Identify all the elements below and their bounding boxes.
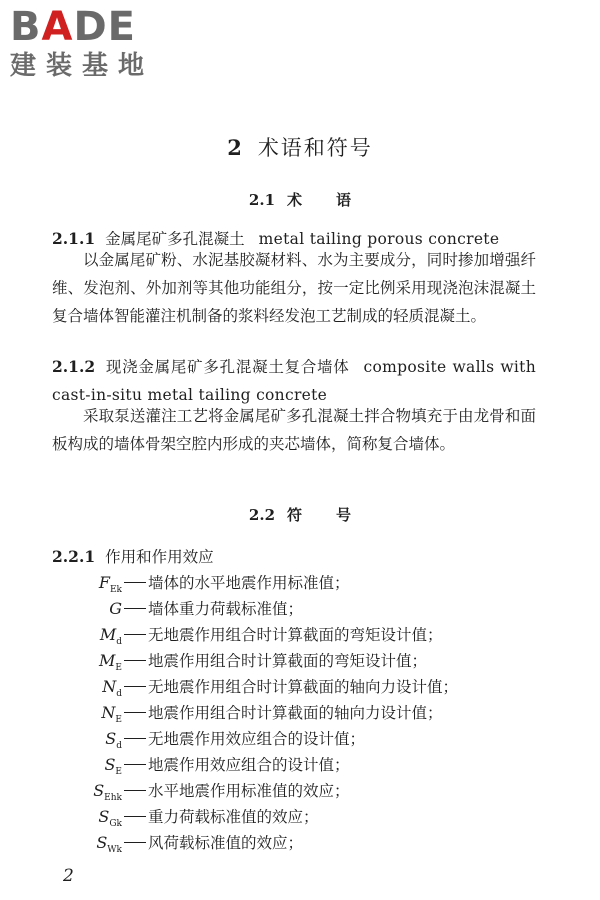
symbol: $M_E$ xyxy=(99,651,122,674)
symbol-row xyxy=(52,571,542,597)
chapter-title-text: 术语和符号 xyxy=(257,136,373,160)
symbol-row xyxy=(52,727,542,753)
symbol-definition: 水平地震作用标准值的效应； xyxy=(148,782,350,800)
clause-2-1-1-body: 以金属尾矿粉、水泥基胶凝材料、水为主要成分，同时掺加增强纤维、发泡剂、外加剂等其他功能组分，按一定比例采用现浇泡沫混凝土复合墙体智能灌注机制备的浆料经发泡工艺制成的轻质混凝土。 xyxy=(52,251,536,325)
symbol: $S_{Ehk}$ xyxy=(93,781,122,804)
em-dash xyxy=(124,764,146,765)
symbol-row xyxy=(52,623,542,649)
symbol: $S_{Wk}$ xyxy=(96,833,122,856)
symbol-row xyxy=(52,701,542,727)
chapter-number: 2 xyxy=(227,135,244,160)
symbol: $S_{Gk}$ xyxy=(98,807,122,830)
em-dash xyxy=(124,790,146,791)
symbol-list xyxy=(52,543,542,857)
bade-logo xyxy=(10,4,180,82)
symbol-row xyxy=(52,805,542,831)
em-dash xyxy=(124,582,146,583)
symbol: $S_E$ xyxy=(104,755,122,778)
symbol: $F_{Ek}$ xyxy=(98,573,122,596)
em-dash xyxy=(124,842,146,843)
symbol: $M_d$ xyxy=(99,625,122,648)
symbol-definition: 墙体重力荷载标准值； xyxy=(148,600,304,618)
clause-2-2-1-heading: 2.2.1 作用和作用效应 xyxy=(52,547,214,566)
symbol-row xyxy=(52,675,542,701)
section-title-symbols: 2.2 符 号 xyxy=(248,506,352,524)
section-title-terms: 2.1 术 语 xyxy=(248,191,352,209)
symbol: G xyxy=(109,599,122,618)
em-dash xyxy=(124,686,146,687)
clause-2-1-2-body: 采取泵送灌注工艺将金属尾矿多孔混凝土拌合物填充于由龙骨和面板构成的墙体骨架空腔内形成的夹芯墙体，简称复合墙体。 xyxy=(52,407,536,453)
symbol-row xyxy=(52,649,542,675)
em-dash xyxy=(124,738,146,739)
symbol: $N_d$ xyxy=(102,677,122,700)
symbol: $N_E$ xyxy=(101,703,122,726)
symbol-definition: 无地震作用组合时计算截面的弯矩设计值； xyxy=(148,626,443,644)
logo-subtitle: 建装基地 xyxy=(10,51,155,81)
em-dash xyxy=(124,660,146,661)
symbol: $S_d$ xyxy=(105,729,122,752)
symbol-definition: 墙体的水平地震作用标准值； xyxy=(148,574,350,592)
symbol-row xyxy=(52,597,542,623)
clause-2-1-1-heading: 2.1.1 金属尾矿多孔混凝土 metal tailing porous concrete xyxy=(52,229,500,248)
clause-2-1-2-heading: 2.1.2 现浇金属尾矿多孔混凝土复合墙体 composite walls with cast-in-situ metal tailing concrete xyxy=(52,357,536,404)
em-dash xyxy=(124,816,146,817)
symbol-definition: 地震作用组合时计算截面的弯矩设计值； xyxy=(148,652,428,670)
symbol-row xyxy=(52,831,542,857)
logo-wordmark: BADE xyxy=(10,4,136,50)
symbol-definition: 地震作用效应组合的设计值； xyxy=(148,756,350,774)
symbol-definition: 风荷载标准值的效应； xyxy=(148,834,304,852)
symbol-definition: 地震作用组合时计算截面的轴向力设计值； xyxy=(148,704,443,722)
symbol-definition: 重力荷载标准值的效应； xyxy=(148,808,319,826)
symbol-definition: 无地震作用效应组合的设计值； xyxy=(148,730,366,748)
symbol-definition: 无地震作用组合时计算截面的轴向力设计值； xyxy=(148,678,459,696)
symbol-row xyxy=(52,753,542,779)
chapter-title xyxy=(0,132,600,162)
em-dash xyxy=(124,608,146,609)
symbol-row xyxy=(52,779,542,805)
em-dash xyxy=(124,634,146,635)
em-dash xyxy=(124,712,146,713)
page-number: 2 xyxy=(63,866,74,886)
